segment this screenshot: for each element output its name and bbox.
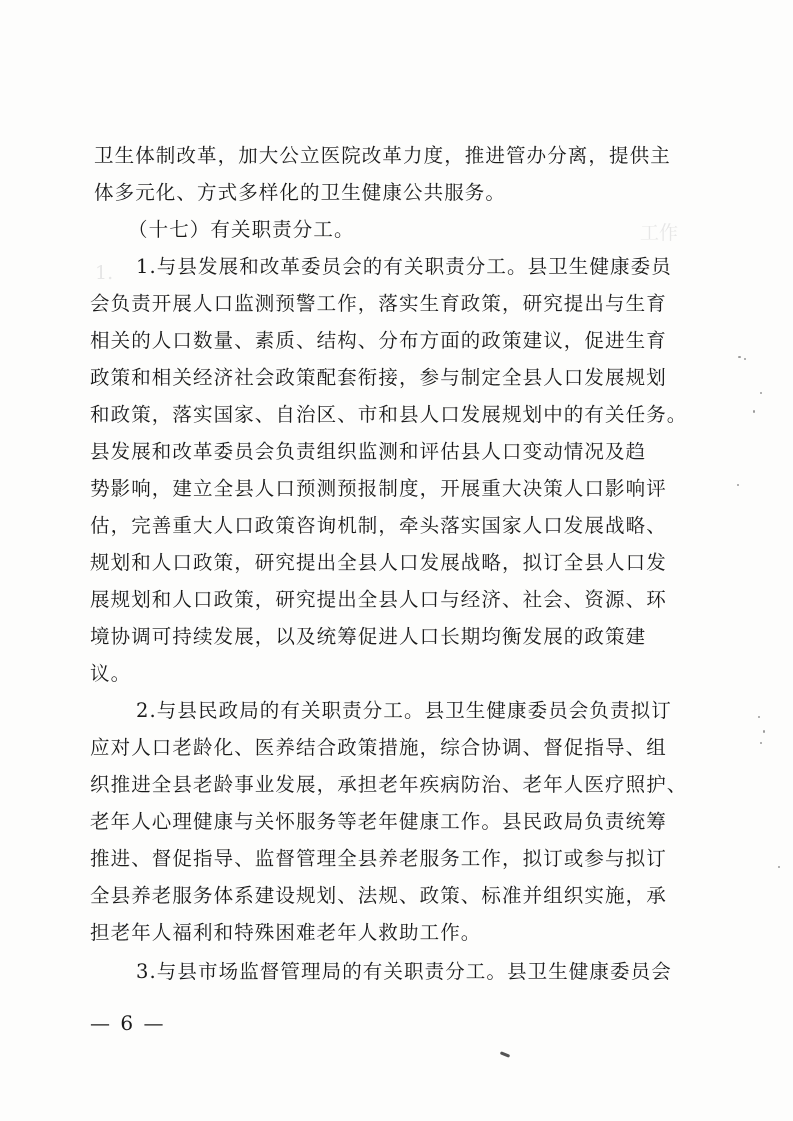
scan-speck [737,484,739,486]
scan-speck [760,742,762,744]
text-line: 势影响，建立全县人口预测预报制度，开展重大决策人口影响评 [90,477,667,500]
text-line: 估，完善重大人口政策咨询机制，牵头落实国家人口发展战略、 [90,514,667,537]
bleed-through-mark: 1. [95,262,114,284]
text-line: 政策和相关经济社会政策配套衔接，参与制定全县人口发展规划 [90,366,667,389]
text-line: 会负责开展人口监测预警工作，落实生育政策，研究提出与生育 [90,292,667,315]
text-line: 相关的人口数量、素质、结构、分布方面的政策建议，促进生育 [90,329,667,352]
section-heading: （十七）有关职责分工。 [128,218,355,241]
text-line: 县发展和改革委员会负责组织监测和评估县人口变动情况及趋 [90,440,647,463]
page-number: — 6 — [90,1011,166,1035]
scan-speck [753,410,755,413]
text-line: 1.与县发展和改革委员会的有关职责分工。县卫生健康委员 [136,255,672,278]
scan-speck [778,866,780,868]
text-line: 全县养老服务体系建设规划、法规、政策、标准并组织实施，承 [90,884,667,907]
bleed-through-mark: 工作 [640,222,679,244]
text-line: 织推进全县老龄事业发展，承担老年疾病防治、老年人医疗照护、 [90,773,688,796]
text-line: 担老年人福利和特殊困难老年人救助工作。 [90,921,482,944]
scan-speck [758,716,760,718]
scan-speck [738,356,741,358]
text-line: 境协调可持续发展，以及统筹促进人口长期均衡发展的政策建 [90,625,647,648]
text-line: 体多元化、方式多样化的卫生健康公共服务。 [94,181,507,204]
scan-speck [500,1051,510,1058]
text-line: 卫生体制改革，加大公立医院改革力度，推进管办分离，提供主 [94,144,671,167]
text-line: 展规划和人口政策，研究提出全县人口与经济、社会、资源、环 [90,588,667,611]
text-line: 应对人口老龄化、医养结合政策措施，综合协调、督促指导、组 [90,736,667,759]
text-line: 和政策，落实国家、自治区、市和县人口发展规划中的有关任务。 [90,403,688,426]
text-line: 规划和人口政策，研究提出全县人口发展战略，拟订全县人口发 [90,551,667,574]
scan-speck [760,392,762,394]
text-line: 2.与县民政局的有关职责分工。县卫生健康委员会负责拟订 [136,699,672,722]
text-line: 老年人心理健康与关怀服务等老年健康工作。县民政局负责统筹 [90,810,667,833]
scan-speck [744,358,746,360]
text-line: 3.与县市场监督管理局的有关职责分工。县卫生健康委员会 [136,960,672,983]
scan-speck [763,730,765,733]
text-line: 推进、督促指导、监督管理全县养老服务工作，拟订或参与拟订 [90,847,667,870]
text-line: 议。 [90,662,132,685]
